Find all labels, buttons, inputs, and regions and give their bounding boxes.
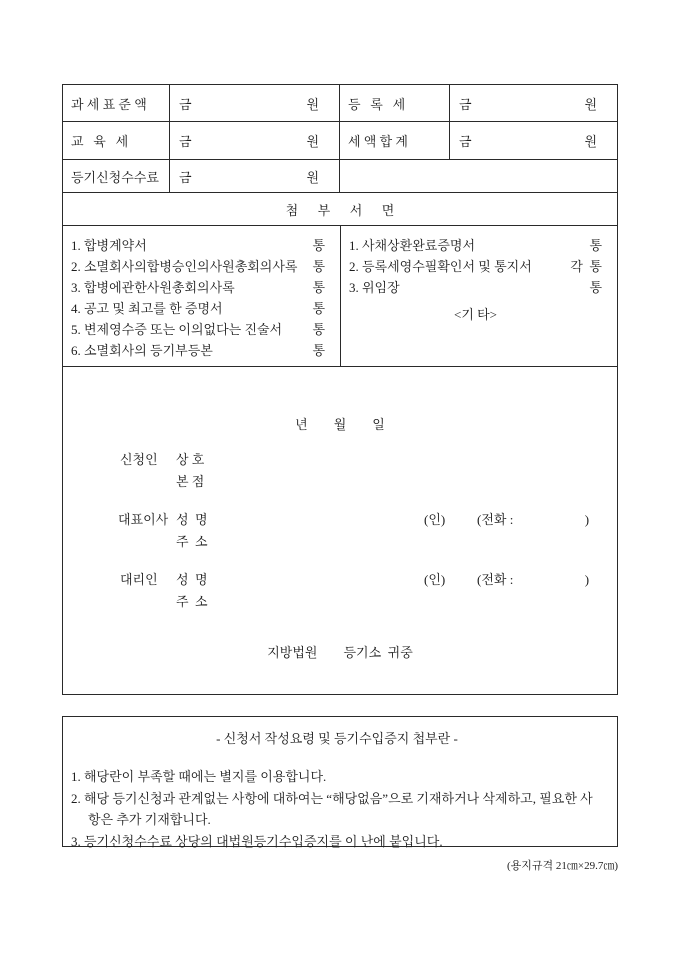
attachment-list-left <box>63 226 341 366</box>
attachment-text: 2. 소멸회사의합병승인의사원총회의사록 <box>71 259 298 274</box>
amount-prefix: 금 <box>179 96 192 112</box>
agent-name-label: 성 명 <box>176 572 208 587</box>
ceo-address-label: 주 소 <box>176 534 208 549</box>
date-line: 년 월 일 <box>295 417 385 432</box>
attachment-unit: 통 <box>312 322 325 337</box>
education-tax-amount <box>170 122 340 159</box>
attachment-item <box>71 298 325 319</box>
attachment-text: 3. 합병에관한사원총회의사록 <box>71 280 235 295</box>
registration-tax-label: 등 록 세 <box>340 85 450 121</box>
instructions-box <box>62 716 618 847</box>
attachment-unit: 통 <box>312 238 325 253</box>
education-tax-row <box>63 122 617 160</box>
attachment-unit: 통 <box>312 259 325 274</box>
trade-name-label: 상 호 <box>176 452 205 467</box>
attachment-text: 6. 소멸회사의 등기부등본 <box>71 343 213 358</box>
court-line: 지방법원 등기소 귀중 <box>267 645 413 660</box>
amount-suffix: 원 <box>306 169 319 185</box>
agent-seal-mark: (인) <box>424 572 446 587</box>
agent-address-label: 주 소 <box>176 594 208 609</box>
ceo-phone-field: (전화 : ) <box>477 512 590 527</box>
amount-prefix: 금 <box>179 134 192 149</box>
agent-label: 대리인 <box>120 572 158 587</box>
filing-fee-label: 등기신청수수료 <box>63 160 170 192</box>
amount-suffix: 원 <box>306 134 319 149</box>
application-table <box>62 84 618 695</box>
attachment-unit: 통 <box>589 238 602 253</box>
education-tax-label: 교 육 세 <box>63 122 170 159</box>
agent-phone-field: (전화 : ) <box>477 572 590 587</box>
attachment-text: 4. 공고 및 최고를 한 증명서 <box>71 301 223 316</box>
ceo-name-label: 성 명 <box>176 512 208 527</box>
attachment-unit: 통 <box>312 301 325 316</box>
tax-total-amount <box>450 122 617 159</box>
tax-total-label: 세 액 합 계 <box>340 122 450 159</box>
attachment-list-right <box>341 226 617 366</box>
signature-section <box>63 367 617 694</box>
applicant-label: 신청인 <box>120 452 158 467</box>
instruction-item: 1. 해당란이 부족할 때에는 별지를 이용합니다. <box>71 769 327 784</box>
attachment-item <box>349 235 602 256</box>
attachment-item <box>71 277 325 298</box>
tax-base-row <box>63 85 617 122</box>
instructions-title: - 신청서 작성요령 및 등기수입증지 첩부란 - <box>216 731 458 746</box>
registration-tax-amount <box>450 85 617 121</box>
instruction-item: 2. 해당 등기신청과 관계없는 사항에 대하여는 “해당없음”으로 기재하거나 삭제하고, 필요한 사항은 추가 기재합니다. <box>71 790 593 827</box>
attachment-text: 1. 합병계약서 <box>71 238 147 253</box>
attachment-unit: 통 <box>312 343 325 358</box>
amount-prefix: 금 <box>459 134 472 149</box>
attachment-text: 5. 변제영수증 또는 이의없다는 진술서 <box>71 322 283 337</box>
filing-fee-row <box>63 160 617 193</box>
attachment-text: 1. 사채상환완료증명서 <box>349 238 476 253</box>
attachment-unit: 각 통 <box>570 259 602 274</box>
attachment-item <box>349 256 602 277</box>
amount-prefix: 금 <box>459 96 472 112</box>
instructions-list <box>71 766 603 852</box>
attachment-item <box>71 235 325 256</box>
ceo-label: 대표이사 <box>118 512 169 527</box>
head-office-label: 본 점 <box>176 474 205 489</box>
attachment-item <box>71 340 325 361</box>
empty-cell <box>340 160 617 192</box>
attachment-item <box>71 256 325 277</box>
attachment-unit: 통 <box>312 280 325 295</box>
instruction-item: 3. 등기신청수수료 상당의 대법원등기수입증지를 이 난에 붙입니다. <box>71 833 443 849</box>
amount-suffix: 원 <box>584 96 597 112</box>
tax-base-amount <box>170 85 340 121</box>
amount-suffix: 원 <box>306 96 319 112</box>
attachment-item <box>71 319 325 340</box>
attachment-text: 2. 등록세영수필확인서 및 통지서 <box>349 259 532 274</box>
filing-fee-amount <box>170 160 340 192</box>
amount-prefix: 금 <box>179 169 192 185</box>
ceo-seal-mark: (인) <box>424 512 446 527</box>
paper-size-note: (용지규격 21㎝×29.7㎝) <box>506 860 618 872</box>
tax-base-label: 과 세 표 준 액 <box>63 85 170 121</box>
attachments-section <box>63 226 617 367</box>
attachment-item <box>349 277 602 298</box>
etc-label: <기 타> <box>453 307 498 322</box>
attachment-unit: 통 <box>589 280 602 295</box>
attachments-title: 첨 부 서 면 <box>63 193 617 226</box>
attachment-text: 3. 위임장 <box>349 280 400 295</box>
amount-suffix: 원 <box>584 134 597 149</box>
